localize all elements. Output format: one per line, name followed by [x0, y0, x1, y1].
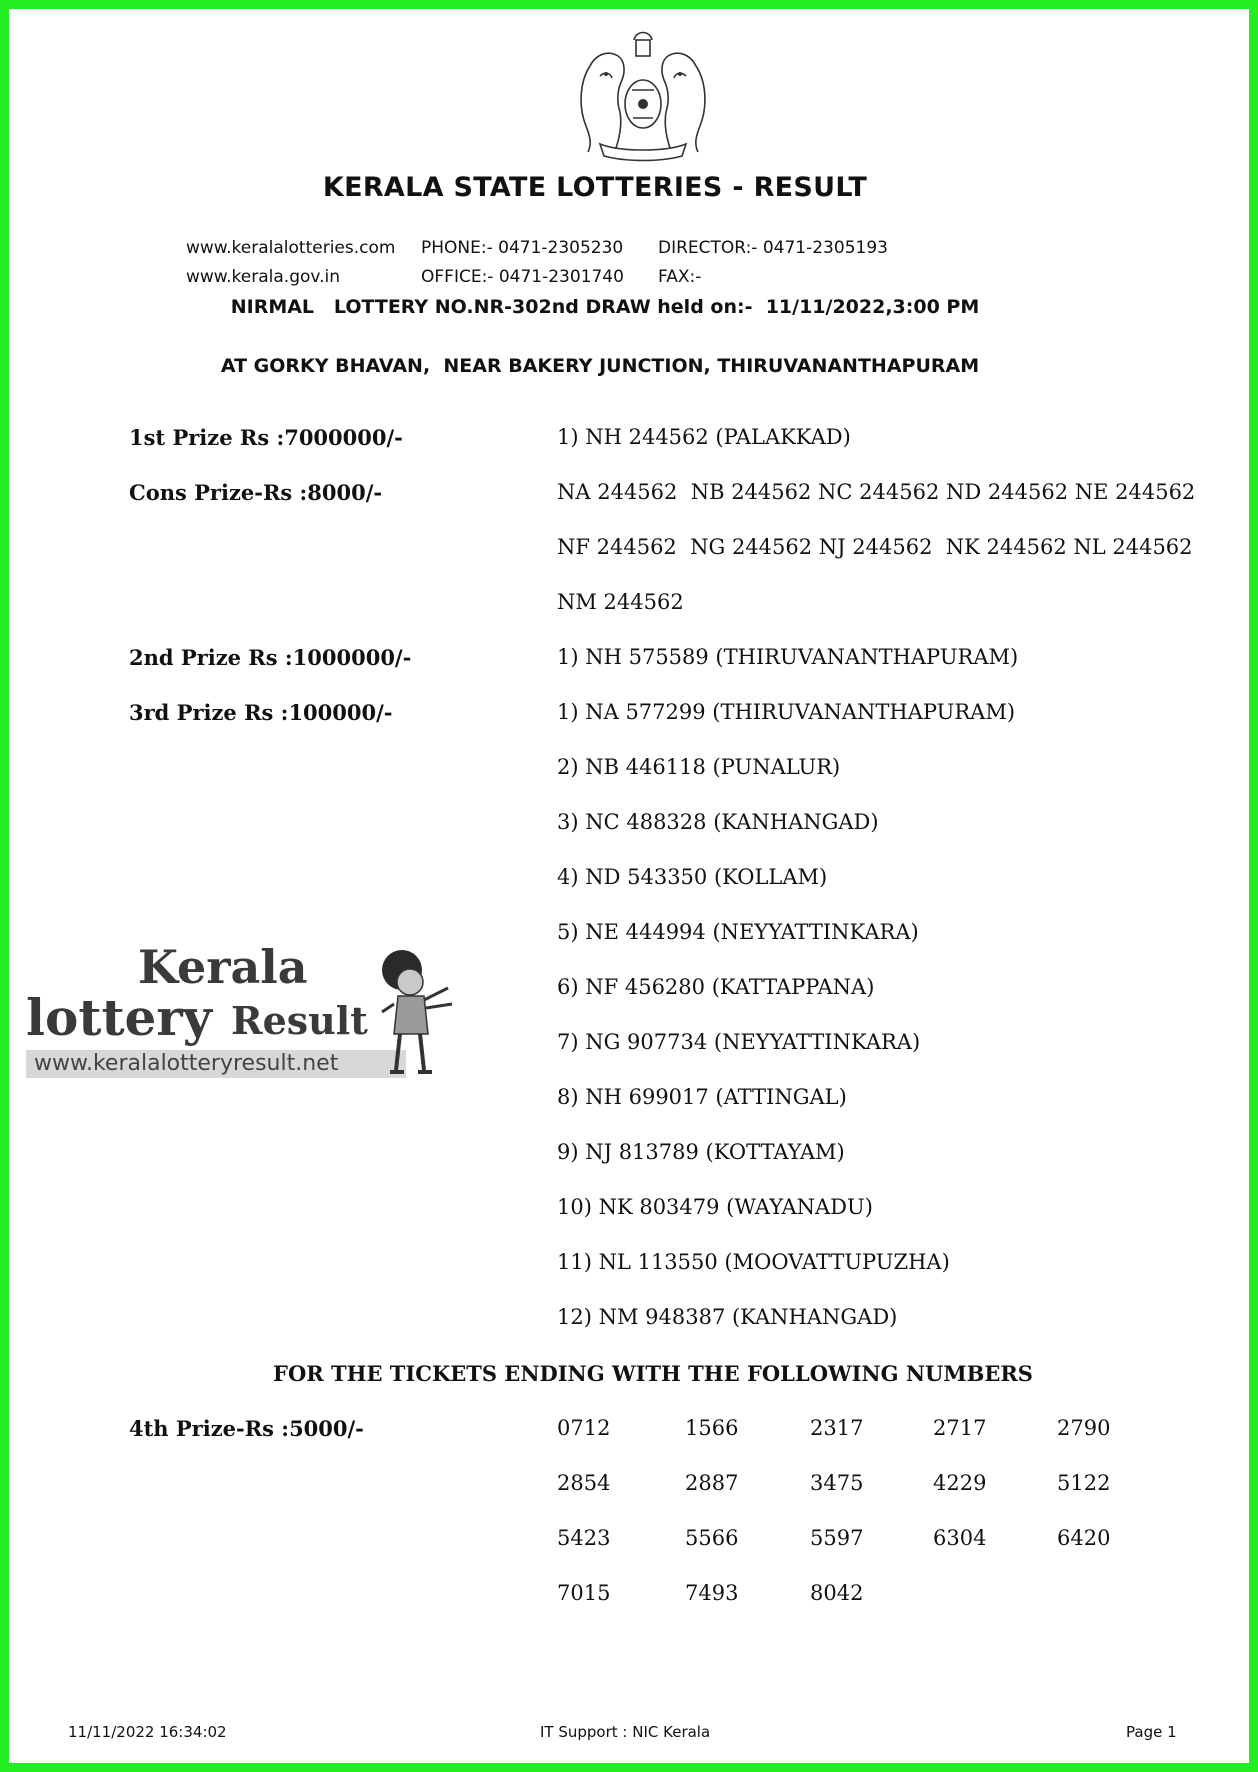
fourth-prize-number: 2790	[1057, 1416, 1111, 1440]
logo-text-kerala: Kerala	[138, 940, 308, 994]
fourth-prize-number: 2717	[933, 1416, 987, 1440]
website-link-keralalotteries[interactable]: www.keralalotteries.com	[186, 238, 396, 258]
cons-prize-line: NF 244562 NG 244562 NJ 244562 NK 244562 NL 244562	[557, 535, 1193, 559]
fourth-prize-number: 6304	[933, 1526, 987, 1550]
mascot-figure-icon	[376, 948, 458, 1078]
fourth-prize-number: 5122	[1057, 1471, 1111, 1495]
fourth-prize-number: 3475	[810, 1471, 864, 1495]
footer-it-support: IT Support : NIC Kerala	[540, 1723, 711, 1741]
website-link-kerala-gov[interactable]: www.kerala.gov.in	[186, 267, 341, 287]
third-prize-winner: 9) NJ 813789 (KOTTAYAM)	[557, 1140, 845, 1164]
kerala-emblem-icon	[570, 26, 716, 162]
fourth-prize-number: 7015	[557, 1581, 611, 1605]
fax-number: FAX:-	[658, 267, 702, 287]
fourth-prize-number: 5566	[685, 1526, 739, 1550]
logo-url-text: www.keralalotteryresult.net	[34, 1051, 339, 1076]
third-prize-winner: 1) NA 577299 (THIRUVANANTHAPURAM)	[557, 700, 1016, 724]
logo-url-bar	[26, 1050, 406, 1078]
cons-prize-label: Cons Prize-Rs :8000/-	[129, 480, 383, 505]
third-prize-label: 3rd Prize Rs :100000/-	[129, 700, 393, 725]
fourth-prize-number: 2887	[685, 1471, 739, 1495]
footer-page-number: Page 1	[1126, 1723, 1177, 1741]
fourth-prize-number: 0712	[557, 1416, 611, 1440]
footer-timestamp: 11/11/2022 16:34:02	[68, 1723, 227, 1741]
director-number: DIRECTOR:- 0471-2305193	[658, 238, 888, 258]
second-prize-label: 2nd Prize Rs :1000000/-	[129, 645, 412, 670]
draw-info: NIRMAL LOTTERY NO.NR-302nd DRAW held on:- 11/11/2022,3:00 PM	[230, 296, 980, 318]
third-prize-winner: 8) NH 699017 (ATTINGAL)	[557, 1085, 847, 1109]
phone-number: PHONE:- 0471-2305230	[421, 238, 624, 258]
fourth-prize-number: 1566	[685, 1416, 739, 1440]
office-number: OFFICE:- 0471-2301740	[421, 267, 624, 287]
third-prize-winner: 12) NM 948387 (KANHANGAD)	[557, 1305, 898, 1329]
third-prize-winner: 4) ND 543350 (KOLLAM)	[557, 865, 828, 889]
first-prize-winner: 1) NH 244562 (PALAKKAD)	[557, 425, 851, 449]
cons-prize-line: NA 244562 NB 244562 NC 244562 ND 244562 NE 244562	[557, 480, 1196, 504]
fourth-prize-number: 4229	[933, 1471, 987, 1495]
page-title: KERALA STATE LOTTERIES - RESULT	[322, 172, 868, 203]
third-prize-winner: 10) NK 803479 (WAYANADU)	[557, 1195, 873, 1219]
fourth-prize-number: 8042	[810, 1581, 864, 1605]
fourth-prize-number: 6420	[1057, 1526, 1111, 1550]
fourth-prize-label: 4th Prize-Rs :5000/-	[129, 1416, 364, 1441]
logo-text-result: Result	[231, 998, 368, 1043]
fourth-prize-number: 5597	[810, 1526, 864, 1550]
third-prize-winner: 7) NG 907734 (NEYYATTINKARA)	[557, 1030, 921, 1054]
ending-numbers-heading: FOR THE TICKETS ENDING WITH THE FOLLOWING NUMBERS	[273, 1361, 1033, 1386]
third-prize-winner: 5) NE 444994 (NEYYATTINKARA)	[557, 920, 919, 944]
draw-venue: AT GORKY BHAVAN, NEAR BAKERY JUNCTION, THIRUVANANTHAPURAM	[220, 355, 980, 377]
fourth-prize-number: 2317	[810, 1416, 864, 1440]
third-prize-winner: 6) NF 456280 (KATTAPPANA)	[557, 975, 875, 999]
logo-text-lottery: lottery	[26, 988, 212, 1047]
kerala-lottery-result-logo	[26, 940, 458, 1082]
third-prize-winner: 11) NL 113550 (MOOVATTUPUZHA)	[557, 1250, 950, 1274]
first-prize-label: 1st Prize Rs :7000000/-	[129, 425, 403, 450]
third-prize-winner: 3) NC 488328 (KANHANGAD)	[557, 810, 879, 834]
fourth-prize-number: 2854	[557, 1471, 611, 1495]
cons-prize-line: NM 244562	[557, 590, 684, 614]
third-prize-winner: 2) NB 446118 (PUNALUR)	[557, 755, 841, 779]
fourth-prize-number: 7493	[685, 1581, 739, 1605]
second-prize-winner: 1) NH 575589 (THIRUVANANTHAPURAM)	[557, 645, 1019, 669]
fourth-prize-number: 5423	[557, 1526, 611, 1550]
